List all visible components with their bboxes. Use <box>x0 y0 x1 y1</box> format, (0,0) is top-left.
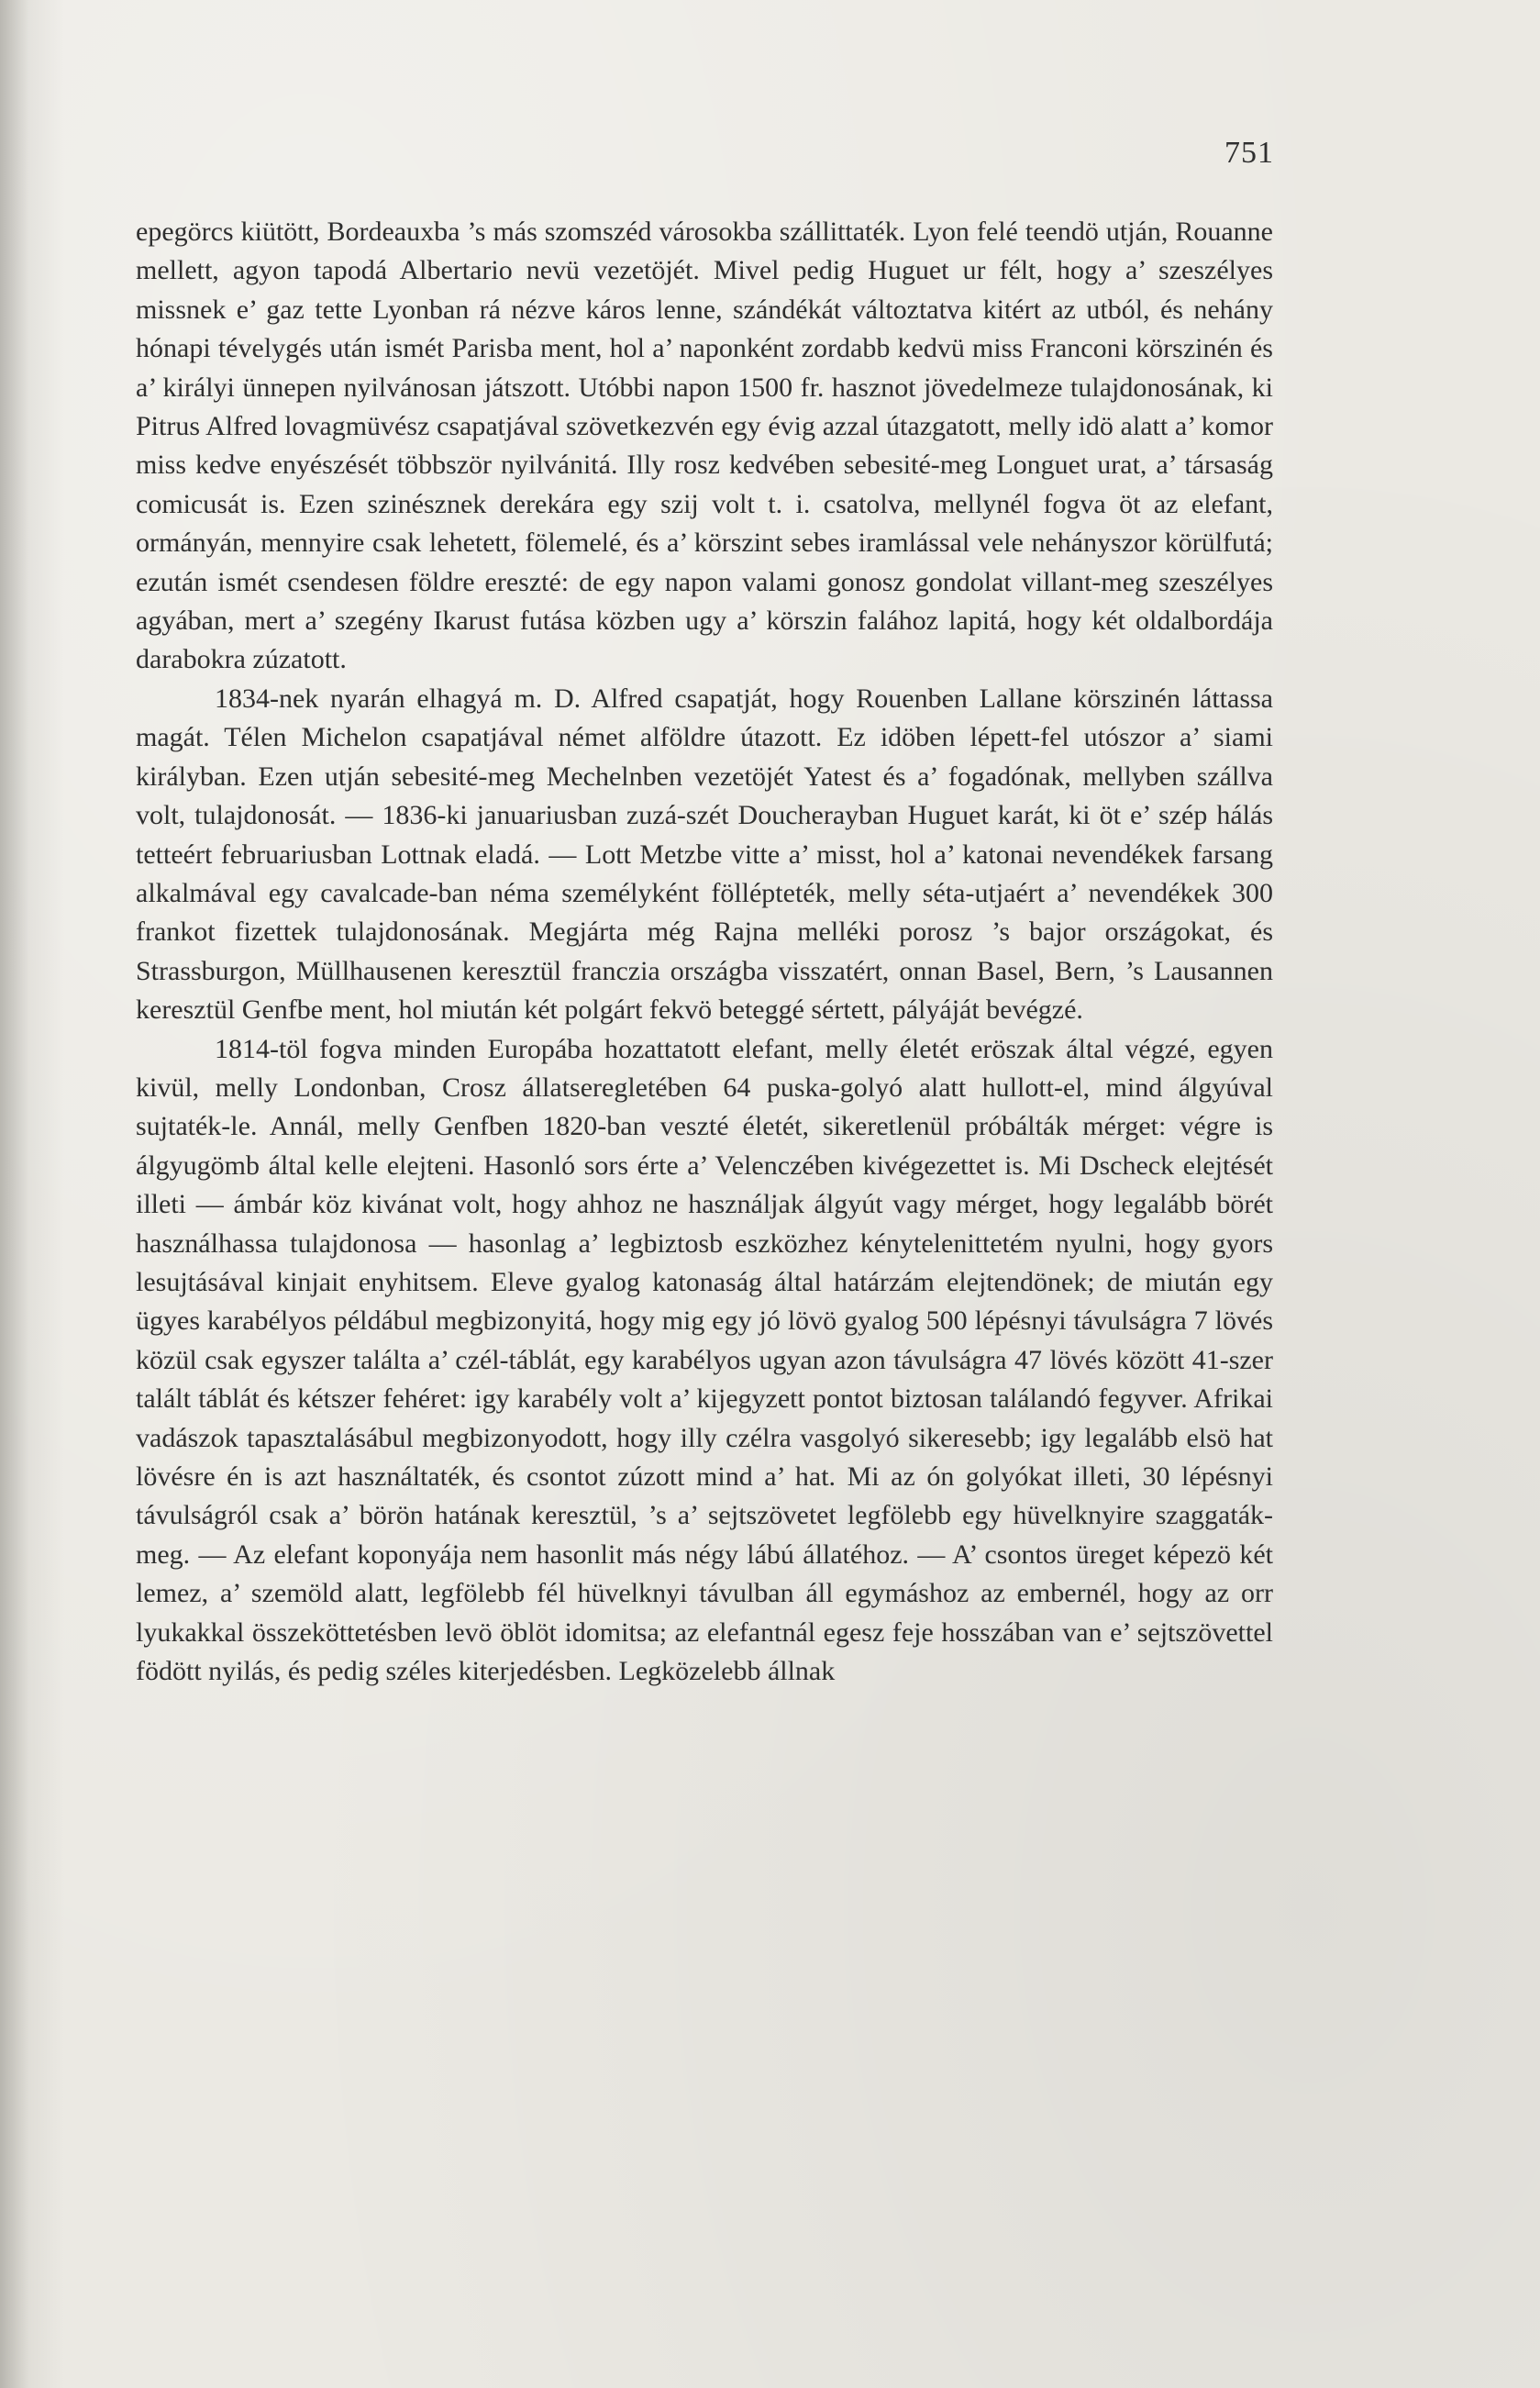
body-text <box>136 213 1273 1691</box>
paragraph-1814: 1814-töl fogva minden Europába hozattatott elefant, melly életét eröszak által végzé, egyen kivül, melly Londonban, Crosz állatseregletében 64 puska-golyó alatt hullott-el, mind álgyúval sujtaték-le. Annál, melly Genfben 1820-ban veszté életét, sikeretlenül próbálták mérget: végre is álgyugömb által kelle elejteni. Hasonló sors érte a’ Velenczében kivégezettet is. Mi Dscheck elejtését illeti — ámbár köz kivánat volt, hogy ahhoz ne használjak álgyút vagy mérget, hogy legalább börét használhassa tulajdonosa — hasonlag a’ legbiztosb eszközhez kénytelenittetém nyulni, hogy gyors lesujtásával kinjait enyhitsem. Eleve gyalog katonaság által határzám elejtendönek; de miután egy ügyes karabélyos példábul megbizonyitá, hogy mig egy jó lövö gyalog 500 lépésnyi távulságra 7 lövés közül csak egyszer találta a’ czél-táblát, egy karabélyos ugyan azon távulságra 47 lövés között 41-szer talált táblát és kétszer fehéret: igy karabély volt a’ kijegyzett pontot biztosan találandó fegyver. Afrikai vadászok tapasztalásábul megbizonyodott, hogy illy czélra vasgolyó sikeresebb; igy legalább elsö hat lövésre én is azt használtaték, és csontot zúzott mind a’ hat. Mi az ón golyókat illeti, 30 lépésnyi távulságról csak a’ börön hatának keresztül, ’s a’ sejtszövetet legfölebb egy hüvelknyire szaggaták-meg. — Az elefant koponyája nem hasonlit más négy lábú állatéhoz. — A’ csontos üreget képezö két lemez, a’ szemöld alatt, legfölebb fél hüvelknyi távulban áll egymáshoz az embernél, hogy az orr lyukakkal összeköttetésben levö öblöt idomitsa; az elefantnál egesz feje hosszában van e’ sejtszövettel födött nyilás, és pedig széles kiterjedésben. Legközelebb állnak <box>136 1033 1273 1687</box>
page-number: 751 <box>1224 136 1274 170</box>
binding-gutter-shadow <box>0 0 64 2388</box>
paragraph-continuation: epegörcs kiütött, Bordeauxba ’s más szomszéd városokba szállittaték. Lyon felé teendö utján, Rouanne mellett, agyon tapodá Albertario nevü vezetöjét. Mivel pedig Huguet ur félt, hogy a’ szeszélyes missnek e’ gaz tette Lyonban rá nézve káros lenne, szándékát változtatva kitért az utból, és nehány hónapi tévelygés után ismét Parisba ment, hol a’ naponként zordabb kedvü miss Franconi körszinén és a’ királyi ünnepen nyilvánosan játszott. Utóbbi napon 1500 fr. hasznot jövedelmeze tulajdonosának, ki Pitrus Alfred lovagmüvész csapatjával szövetkezvén egy évig azzal útazgatott, melly idö alatt a’ komor miss kedve enyészését többször nyilvánitá. Illy rosz kedvében sebesité-meg Longuet urat, a’ társaság comicusát is. Ezen szinésznek derekára egy szij volt t. i. csatolva, mellynél fogva öt az elefant, ormányán, mennyire csak lehetett, fölemelé, és a’ körszint sebes iramlással vele nehányszor körülfutá; ezután ismét csendesen földre ereszté: de egy napon valami gonosz gondolat villant-meg szeszélyes agyában, mert a’ szegény Ikarust futása közben ugy a’ körszin falához lapitá, hogy két oldalbordája darabokra zúzatott. <box>136 217 1273 675</box>
paragraph-1834: 1834-nek nyarán elhagyá m. D. Alfred csapatját, hogy Rouenben Lallane körszinén láttassa magát. Télen Michelon csapatjával német alföldre útazott. Ez idöben lépett-fel utószor a’ siami királyban. Ezen utján sebesité-meg Mechelnben vezetöjét Yatest és a’ fogadónak, mellyben szállva volt, tulajdonosát. — 1836-ki januariusban zuzá-szét Doucherayban Huguet karát, ki öt e’ szép hálás tetteért februariusban Lottnak eladá. — Lott Metzbe vitte a’ misst, hol a’ katonai nevendékek farsang alkalmával egy cavalcade-ban néma személyként föllépteték, melly séta-utjaért a’ nevendékek 300 frankot fizettek tulajdonosának. Megjárta még Rajna melléki porosz ’s bajor országokat, és Strassburgon, Müllhausenen keresztül franczia országba visszatért, onnan Basel, Bern, ’s Lausannen keresztül Genfbe ment, hol miután két polgárt fekvö beteggé sértett, pályáját bevégzé. <box>136 683 1273 1026</box>
